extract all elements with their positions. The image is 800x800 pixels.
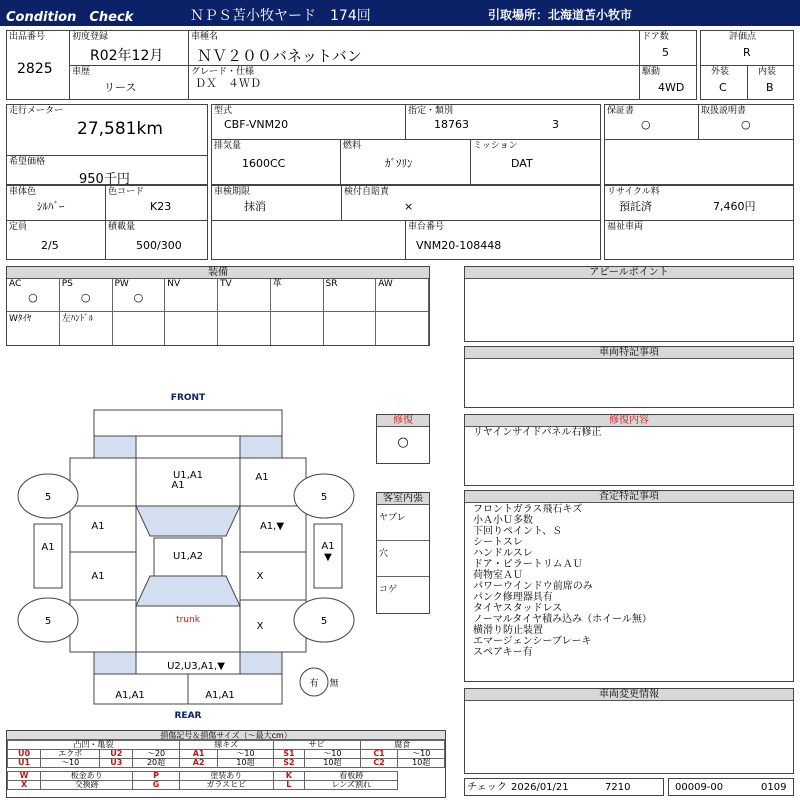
right-slide-door — [240, 552, 306, 600]
manual-box — [698, 104, 794, 140]
repair-box — [376, 414, 430, 464]
equip-value — [271, 289, 323, 292]
cabin-row-1 — [377, 505, 429, 541]
chassis-box — [405, 220, 601, 260]
lot-no-value: 2825 — [17, 61, 53, 77]
car-diagram — [10, 386, 374, 722]
legend-table — [7, 740, 445, 790]
footer-id: 00009-00 — [675, 782, 724, 793]
capacity-value: 2/5 — [41, 239, 59, 252]
mileage-box — [6, 104, 208, 156]
change-section — [464, 688, 794, 774]
equip-cell-row2: 左ﾊﾝﾄﾞﾙ — [60, 312, 113, 345]
equip-label: 革 — [272, 279, 282, 289]
mark-left-front: A1 — [91, 521, 105, 532]
recycle-label: リサイクル料 — [607, 187, 660, 197]
equip-cell-row2 — [165, 312, 218, 345]
cabin-row-2 — [377, 541, 429, 577]
capacity-box — [6, 220, 106, 260]
equip-cell-ps — [60, 279, 113, 312]
blank-right-box — [604, 139, 794, 185]
equipment-title: 装備 — [7, 267, 429, 279]
check-date: 2026/01/21 — [511, 782, 569, 793]
legend-cell: 塗装あり — [179, 772, 273, 781]
windshield — [136, 506, 240, 536]
front-left-corner — [94, 436, 136, 458]
legend-cell: X — [8, 781, 41, 790]
equip-cell-革 — [271, 279, 324, 312]
legend-cell: 20超 — [133, 759, 179, 768]
appeal-section — [464, 266, 794, 342]
grade-box — [188, 65, 640, 100]
tire-left-front-value: 5 — [44, 492, 52, 503]
mark-right-rear-2: X — [256, 621, 264, 632]
designation-value: 18763 — [434, 118, 469, 131]
mileage-label: 走行メーター — [9, 106, 64, 116]
recycle-status: 預託済 — [619, 200, 652, 213]
legend-group-corrosion: 腐食 — [360, 741, 444, 750]
header-bar — [0, 0, 800, 26]
equip-cell-aw — [376, 279, 429, 312]
interior-label: 内装 — [758, 67, 777, 77]
designation-box — [405, 104, 601, 140]
legend-cell: P — [133, 772, 179, 781]
equip-value: ○ — [28, 291, 38, 304]
legend-group-scratch: 線キズ — [179, 741, 273, 750]
left-fender — [70, 458, 136, 506]
special-text — [465, 359, 793, 363]
color-box — [6, 185, 106, 221]
repair-value: ○ — [397, 435, 409, 450]
appeal-text — [465, 279, 793, 283]
exterior-box — [700, 65, 748, 100]
legend-cell: U0 — [8, 750, 41, 759]
inspect-section — [464, 490, 794, 682]
legend-row-2 — [8, 759, 445, 768]
legend-group-rust: サビ — [273, 741, 360, 750]
rear-left-corner — [94, 652, 136, 674]
left-rear-panel — [70, 600, 136, 652]
category-value: 3 — [552, 118, 559, 131]
color-value: ｼﾙﾊﾞｰ — [37, 200, 65, 213]
doors-box — [639, 30, 697, 66]
cabin-box — [376, 492, 430, 614]
legend-cell: S2 — [273, 759, 304, 768]
legend-title: 損傷記号＆損傷サイズ（〜最大cm） — [7, 731, 445, 740]
interior-box — [747, 65, 794, 100]
exterior-label: 外装 — [711, 67, 730, 77]
inspect-title: 査定特記事項 — [465, 491, 793, 503]
rear-right-corner — [240, 652, 282, 674]
cabin-title: 客室内張 — [377, 493, 429, 505]
tire-left-rear-value: 5 — [44, 616, 52, 627]
liability-box — [341, 185, 601, 221]
inspect-line: パワーウインドウ前席のみ — [473, 581, 593, 592]
mark-right-front: A1,▼ — [259, 521, 285, 532]
legend-cell: U2 — [100, 750, 133, 759]
change-text — [465, 701, 793, 705]
legend-cell: エクボ — [41, 750, 100, 759]
mark-left-rear: A1 — [91, 571, 105, 582]
welfare-box — [604, 220, 794, 260]
mark-right-mirror-2: ▼ — [324, 552, 332, 563]
equip-value — [218, 289, 270, 292]
equip-label: SR — [325, 279, 338, 289]
legend-cell: G — [133, 781, 179, 790]
legend-cell: U1 — [8, 759, 41, 768]
mark-hood-1: U1,A1 — [172, 470, 204, 481]
rear-bumper-right — [188, 674, 282, 704]
equip-label: TV — [220, 279, 232, 289]
mark-right-rear: X — [256, 571, 264, 582]
inspect-line: ハンドルスレ — [473, 548, 533, 559]
grade-score-box — [700, 30, 794, 66]
model-label: 型式 — [214, 106, 233, 116]
inspect-line: スペアキー有 — [473, 647, 533, 658]
mission-value: DAT — [511, 157, 533, 170]
legend-group-dent: 凸凹・亀裂 — [8, 741, 180, 750]
equip-cell-row2: Wﾀｲﾔ — [7, 312, 60, 345]
drive-label: 駆動 — [642, 67, 661, 77]
legend-cell: 〜10 — [218, 750, 273, 759]
cabin-item-hole: 穴 — [379, 549, 389, 559]
price-label: 希望価格 — [9, 157, 46, 167]
legend-cell: 板金あり — [41, 772, 133, 781]
history-label: 車歴 — [72, 67, 91, 77]
warranty-label: 保証書 — [607, 106, 635, 116]
liability-label: 検付自賠責 — [344, 187, 390, 197]
legend-cell: 10超 — [305, 759, 361, 768]
displacement-box — [211, 139, 341, 185]
price-box — [6, 155, 208, 185]
legend-cell: 〜10 — [398, 750, 445, 759]
inspection-label: 車検期限 — [214, 187, 251, 197]
capacity-label: 定員 — [9, 222, 28, 232]
exterior-value: C — [719, 81, 727, 94]
fuel-box — [340, 139, 471, 185]
inspect-line: 小Ａ小Ｕ多数 — [473, 515, 533, 526]
repair-detail-text: リヤインサイドパネル右修正 — [473, 427, 602, 438]
footer-num: 0109 — [761, 782, 787, 793]
legend-cell: C2 — [360, 759, 398, 768]
front-right-corner — [240, 436, 282, 458]
car-name-value: ＮＶ２００バネットバン — [197, 47, 362, 65]
recycle-amount: 7,460円 — [713, 200, 756, 213]
warranty-box — [604, 104, 699, 140]
history-value: リース — [104, 81, 137, 94]
inspect-line: 荷物室ＡＵ — [473, 570, 523, 581]
front-bumper — [94, 410, 282, 436]
appeal-title: アピールポイント — [465, 267, 793, 279]
equip-label: NV — [167, 279, 181, 289]
welfare-label: 福祉車両 — [607, 222, 644, 232]
equip-cell-nv — [165, 279, 218, 312]
mileage-value: 27,581km — [77, 119, 163, 139]
doors-label: ドア数 — [642, 32, 669, 42]
drive-box — [639, 65, 697, 100]
equip-value: ○ — [80, 291, 91, 304]
displacement-label: 排気量 — [214, 141, 242, 151]
manual-value: ○ — [741, 118, 751, 131]
color-code-label: 色コード — [108, 187, 145, 197]
mark-right-mirror-1: A1 — [321, 541, 335, 552]
load-value: 500/300 — [136, 239, 182, 252]
rear-window — [136, 576, 240, 606]
blank-mid-box — [211, 220, 406, 260]
equip-label: AC — [9, 279, 22, 289]
equip-cell-pw — [113, 279, 166, 312]
equipment-grid — [7, 279, 429, 345]
inspection-value: 抹消 — [244, 200, 266, 213]
pickup-location: 引取場所：北海道苫小牧市 — [488, 8, 633, 22]
history-box — [69, 65, 189, 100]
legend-cell: 〜10 — [305, 750, 361, 759]
inspect-lines — [465, 503, 793, 659]
legend-cell: 10超 — [398, 759, 445, 768]
front-label: FRONT — [170, 393, 206, 403]
check-footer — [464, 778, 664, 796]
car-name-box — [188, 30, 640, 66]
special-section — [464, 346, 794, 408]
equip-cell-row2 — [113, 312, 166, 345]
car-name-label: 車種名 — [191, 32, 219, 42]
mark-rear-right: A1,A1 — [205, 690, 235, 701]
inspect-line: ノーマルタイヤ積み込み（ホイール無） — [473, 614, 652, 625]
hood-panel — [136, 458, 240, 506]
model-value: CBF-VNM20 — [224, 118, 289, 131]
legend-cell: L — [273, 781, 304, 790]
legend-cell: A2 — [179, 759, 218, 768]
equip-value: ○ — [133, 291, 144, 304]
load-label: 積載量 — [108, 222, 136, 232]
load-box — [105, 220, 208, 260]
legend-cell: 看板跡 — [305, 772, 398, 781]
change-title: 車両変更情報 — [465, 689, 793, 701]
tire-right-rear-value: 5 — [320, 616, 328, 627]
equip-label: PS — [61, 279, 73, 289]
grade-value: ＤＸ ４ＷＤ — [195, 77, 261, 90]
tire-right-front-value: 5 — [320, 492, 328, 503]
inspect-line: タイヤスタッドレス — [473, 603, 563, 614]
legend-cell: 〜10 — [41, 759, 100, 768]
equip-cell-row2 — [271, 312, 324, 345]
equip-cell-ac — [7, 279, 60, 312]
lot-no-label: 出品番号 — [9, 32, 46, 42]
mission-label: ミッション — [473, 141, 518, 151]
equip-cell-row2 — [218, 312, 271, 345]
repair-detail-title: 修復内容 — [465, 415, 793, 427]
warranty-value: ○ — [641, 118, 651, 131]
cabin-item-tear: ヤブレ — [379, 513, 406, 523]
chassis-label: 車台番号 — [408, 222, 445, 232]
inspection-box — [211, 185, 342, 221]
displacement-value: 1600CC — [242, 157, 286, 170]
equip-value — [165, 289, 217, 292]
equipment-table — [6, 266, 430, 346]
equip-cell-sr — [324, 279, 377, 312]
model-box — [211, 104, 406, 140]
equip-cell-tv — [218, 279, 271, 312]
cabin-row-3 — [377, 577, 429, 613]
legend-cell: 交換跡 — [41, 781, 133, 790]
legend-cell: S1 — [273, 750, 304, 759]
fuel-label: 燃料 — [343, 141, 362, 151]
inspect-line: 横滑り防止装置 — [473, 625, 543, 636]
auction-title: ＮＰＳ苫小牧ヤード 174回 — [190, 8, 371, 24]
equip-value — [324, 289, 376, 292]
mark-rear-gate: U2,U3,A1,▼ — [167, 661, 225, 672]
inspect-line: 下回りペイント、Ｓ — [473, 526, 563, 537]
inspect-line: エマージェンシーブレーキ — [473, 636, 592, 647]
spare-label: 有 — [309, 679, 319, 689]
designation-label: 指定・類別 — [408, 106, 454, 116]
fuel-value: ｶﾞｿﾘﾝ — [385, 157, 413, 170]
legend-cell: C1 — [360, 750, 398, 759]
mark-roof: U1,A2 — [172, 551, 204, 562]
grade-label: グレード・仕様 — [191, 67, 255, 77]
equip-cell-row2 — [324, 312, 377, 345]
chassis-value: VNM20-108448 — [416, 239, 502, 252]
equip-label: PW — [114, 279, 129, 289]
color-code-value: K23 — [150, 200, 172, 213]
equip-cell-row2 — [376, 312, 429, 345]
legend-row-4 — [8, 781, 445, 790]
spare-none-label: 無 — [329, 679, 339, 689]
interior-value: B — [766, 81, 774, 94]
trunk-label: trunk — [176, 615, 200, 625]
mark-rear-left: A1,A1 — [115, 690, 145, 701]
legend-cell: レンズ割れ — [305, 781, 398, 790]
legend-cell: K — [273, 772, 304, 781]
inspect-line: フロントガラス飛石キズ — [473, 504, 583, 515]
cabin-item-burn: コゲ — [379, 585, 398, 595]
left-mirror — [34, 524, 62, 588]
first-reg-label: 初度登録 — [72, 32, 109, 42]
id-footer — [668, 778, 794, 796]
first-reg-box — [69, 30, 189, 66]
repair-title: 修復 — [377, 415, 429, 427]
check-code: 7210 — [605, 782, 631, 793]
grade-score-value: R — [743, 46, 751, 59]
legend-cell: A1 — [179, 750, 218, 759]
special-title: 車両特記事項 — [465, 347, 793, 359]
legend-cell: 10超 — [218, 759, 273, 768]
legend-cell: W — [8, 772, 41, 781]
color-label: 車体色 — [9, 187, 37, 197]
first-reg-value: R02年12月 — [90, 48, 164, 64]
legend-cell: 〜20 — [133, 750, 179, 759]
repair-detail-section — [464, 414, 794, 486]
legend-cell: ガラスヒビ — [179, 781, 273, 790]
mission-box — [470, 139, 601, 185]
inspect-line: パンク修理器具有 — [473, 592, 553, 603]
doors-value: 5 — [662, 46, 669, 59]
equip-value — [376, 289, 428, 292]
damage-legend — [6, 730, 446, 798]
brand-title: Condition Check — [6, 10, 134, 25]
liability-value: × — [404, 200, 414, 213]
legend-cell: U3 — [100, 759, 133, 768]
grade-score-label: 評価点 — [729, 32, 757, 42]
lot-no-box — [6, 30, 70, 100]
front-grille — [136, 436, 240, 458]
equip-label: AW — [378, 279, 393, 289]
mark-front-right: A1 — [255, 472, 269, 483]
inspect-line: ドア・ピラートリムＡＵ — [473, 559, 583, 570]
price-value: 950千円 — [79, 172, 130, 187]
mark-left-mirror: A1 — [41, 542, 55, 553]
color-code-box — [105, 185, 208, 221]
mark-hood-2: A1 — [171, 480, 185, 491]
drive-value: 4WD — [658, 81, 685, 94]
rear-label: REAR — [174, 711, 202, 721]
recycle-box — [604, 185, 794, 221]
inspect-line: シートスレ — [473, 537, 523, 548]
manual-label: 取扱説明書 — [701, 106, 747, 116]
check-label: チェック — [467, 782, 507, 793]
